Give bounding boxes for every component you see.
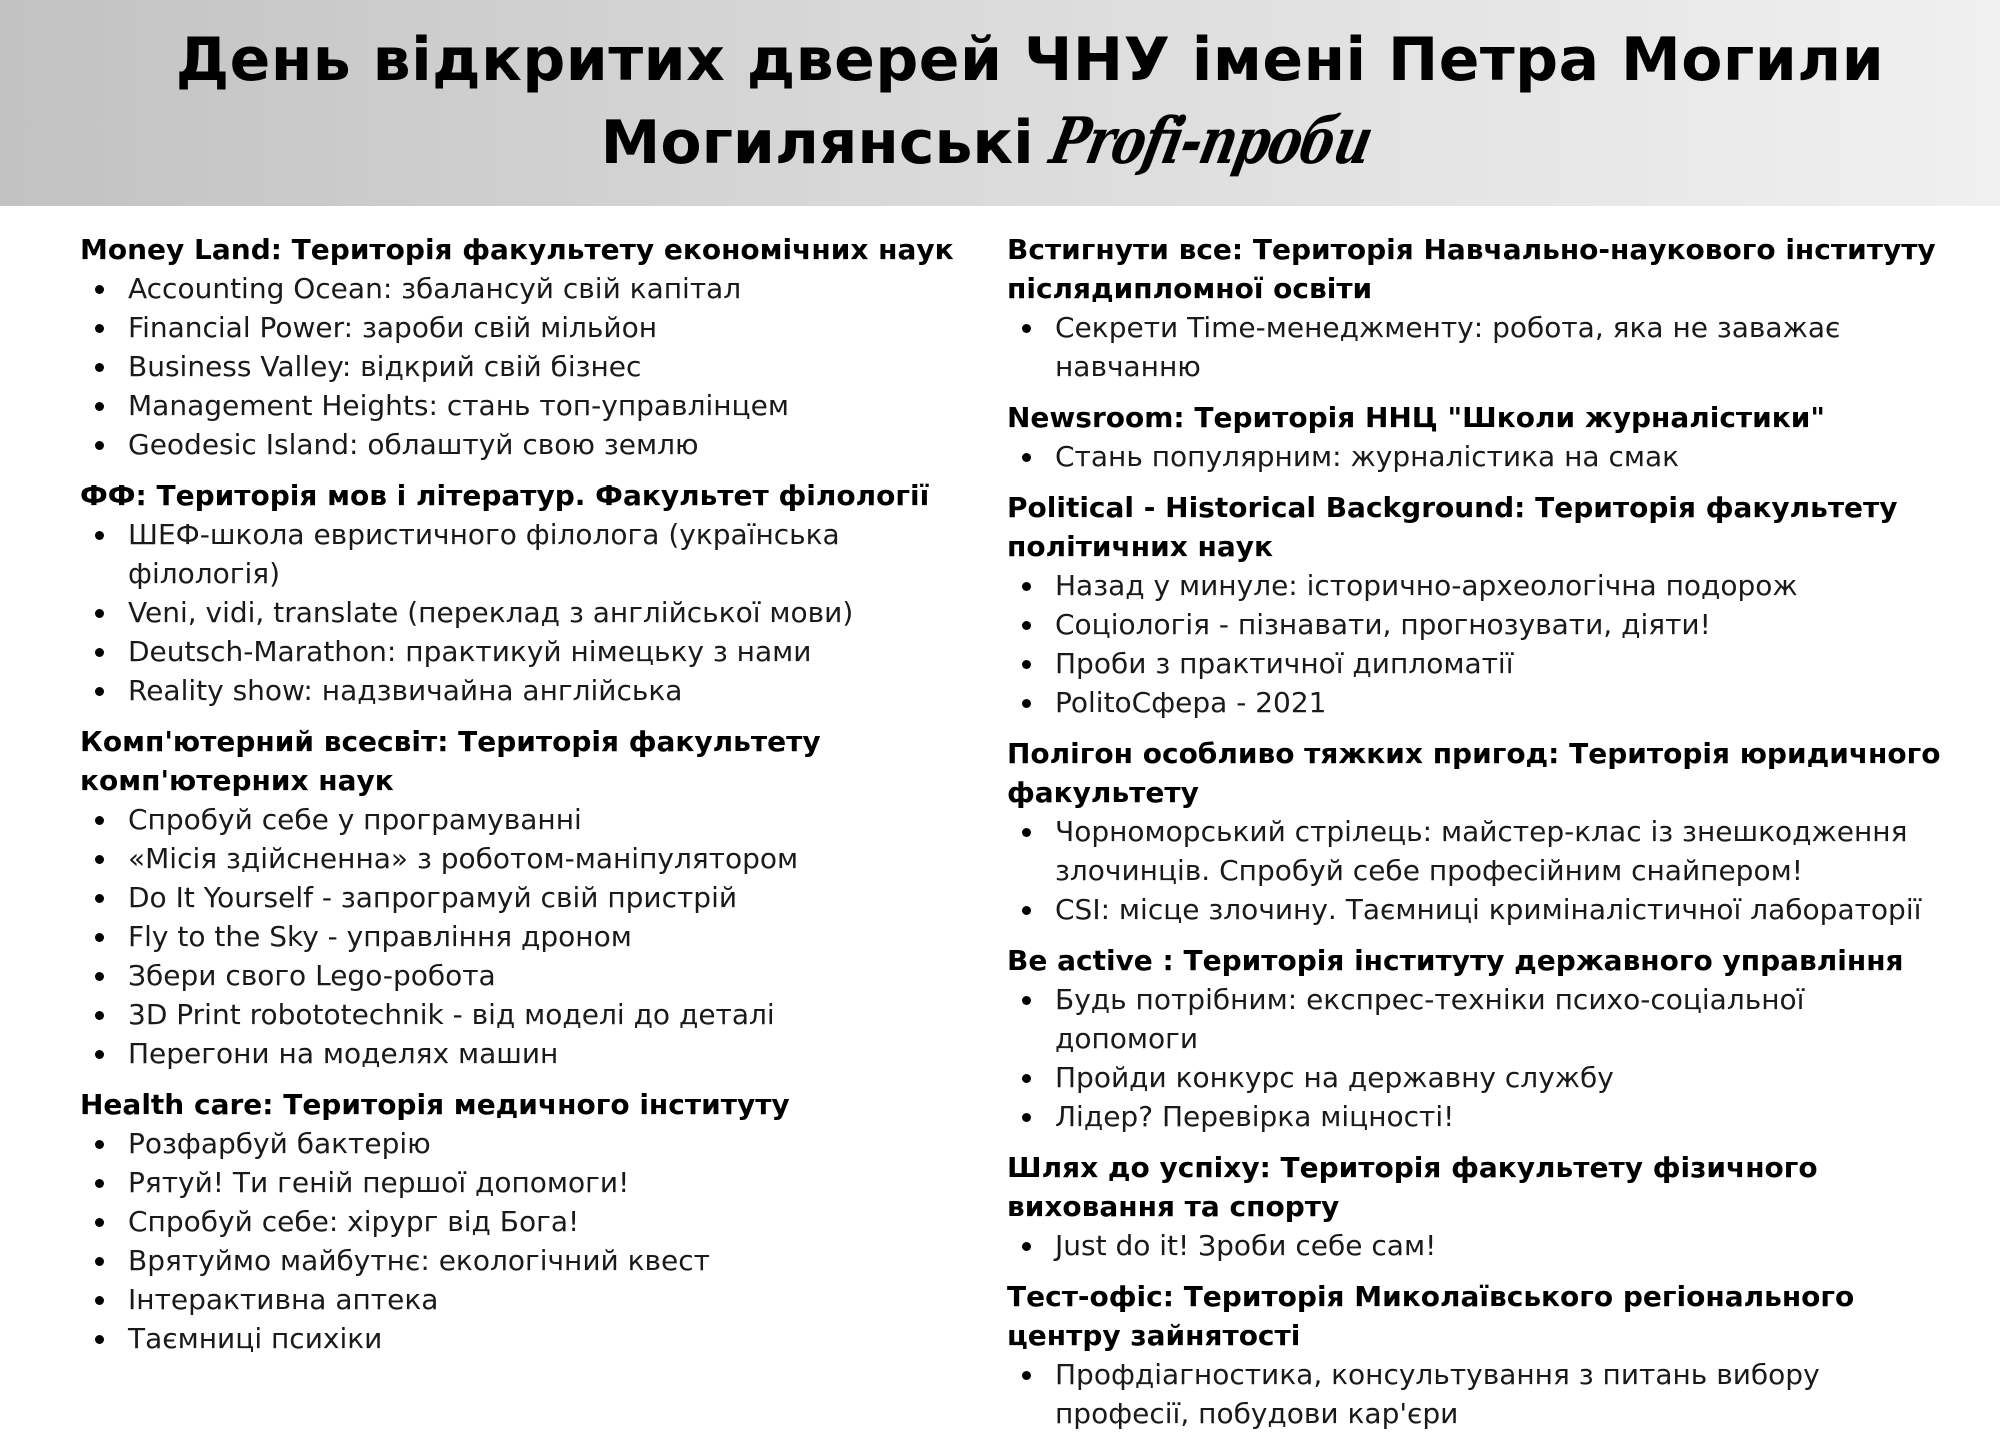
section-employment-center bbox=[1007, 1277, 1947, 1433]
list-item: Чорноморський стрілець: майстер-клас із знешкодження злочинців. Спробуй себе професійним снайпером! bbox=[1007, 812, 1947, 890]
item-list bbox=[1007, 980, 1947, 1136]
section-postgraduate bbox=[1007, 230, 1947, 386]
item-list bbox=[1007, 437, 1947, 476]
subtitle-script-logo: Profi-проби bbox=[1043, 104, 1378, 179]
subtitle-word: Могилянські bbox=[600, 108, 1034, 178]
section-journalism bbox=[1007, 398, 1947, 476]
section-title: ФФ: Територія мов і літератур. Факультет філології bbox=[80, 479, 930, 512]
right-column bbox=[1007, 230, 1947, 1445]
section-law bbox=[1007, 734, 1947, 929]
section-title: Be active : Територія інституту державного управління bbox=[1007, 944, 1904, 977]
page-subtitle bbox=[0, 104, 2000, 181]
list-item: Do It Yourself - запрограмуй свій пристрій bbox=[80, 878, 980, 917]
section-title: Тест-офіс: Територія Миколаївського регіонального центру зайнятості bbox=[1007, 1280, 1855, 1352]
list-item: Врятуймо майбутнє: екологічний квест bbox=[80, 1241, 980, 1280]
section-title: Money Land: Територія факультету економічних наук bbox=[80, 233, 954, 266]
section-title: Полігон особливо тяжких пригод: Територія юридичного факультету bbox=[1007, 737, 1941, 809]
list-item: Fly to the Sky - управління дроном bbox=[80, 917, 980, 956]
item-list bbox=[1007, 566, 1947, 722]
item-list bbox=[80, 1124, 980, 1358]
item-list bbox=[80, 269, 980, 464]
list-item: Пройди конкурс на державну службу bbox=[1007, 1058, 1947, 1097]
list-item: 3D Print robotot​echnik - від моделі до деталі bbox=[80, 995, 980, 1034]
list-item: ШЕФ-школа евристичного філолога (українська філологія) bbox=[80, 515, 980, 593]
page-title: День відкритих дверей ЧНУ імені Петра Могили bbox=[175, 25, 1885, 95]
section-medical bbox=[80, 1085, 980, 1358]
list-item: Veni, vidi, translate (переклад з англійської мови) bbox=[80, 593, 980, 632]
section-title: Комп'ютерний всесвіт: Територія факультету комп'ютерних наук bbox=[80, 725, 821, 797]
list-item: Спробуй себе: хірург від Бога! bbox=[80, 1202, 980, 1241]
left-column bbox=[80, 230, 980, 1370]
list-item: Профдіагностика, консультування з питань вибору професії, побудови кар'єри bbox=[1007, 1355, 1947, 1433]
section-title: Newsroom: Територія ННЦ "Школи журналістики" bbox=[1007, 401, 1825, 434]
item-list bbox=[1007, 308, 1947, 386]
section-political-science bbox=[1007, 488, 1947, 722]
list-item: PolitoСфера - 2021 bbox=[1007, 683, 1947, 722]
list-item: Management Heights: стань топ-управлінцем bbox=[80, 386, 980, 425]
list-item: Лідер? Перевірка міцності! bbox=[1007, 1097, 1947, 1136]
list-item: Соціологія - пізнавати, прогнозувати, діяти! bbox=[1007, 605, 1947, 644]
list-item: Спробуй себе у програмуванні bbox=[80, 800, 980, 839]
list-item: «Місія здійсненна» з роботом-маніпулятором bbox=[80, 839, 980, 878]
section-economics bbox=[80, 230, 980, 464]
item-list bbox=[1007, 1355, 1947, 1433]
section-title: Political - Historical Background: Територія факультету політичних наук bbox=[1007, 491, 1898, 563]
list-item: Стань популярним: журналістика на смак bbox=[1007, 437, 1947, 476]
list-item: Будь потрібним: експрес-техніки психо-соціальної допомоги bbox=[1007, 980, 1947, 1058]
list-item: Reality show: надзвичайна англійська bbox=[80, 671, 980, 710]
section-public-administration bbox=[1007, 941, 1947, 1136]
header-banner bbox=[0, 0, 2000, 206]
list-item: Рятуй! Ти геній першої допомоги! bbox=[80, 1163, 980, 1202]
section-sports bbox=[1007, 1148, 1947, 1265]
item-list bbox=[1007, 1226, 1947, 1265]
list-item: Перегони на моделях машин bbox=[80, 1034, 980, 1073]
section-philology bbox=[80, 476, 980, 710]
section-title: Встигнути все: Територія Навчально-наукового інституту післядипломної освіти bbox=[1007, 233, 1936, 305]
list-item: Розфарбуй бактерію bbox=[80, 1124, 980, 1163]
list-item: Назад у минуле: історично-археологічна подорож bbox=[1007, 566, 1947, 605]
list-item: Секрети Time-менеджменту: робота, яка не заважає навчанню bbox=[1007, 308, 1947, 386]
list-item: Geodesic Island: облаштуй свою землю bbox=[80, 425, 980, 464]
item-list bbox=[80, 515, 980, 710]
list-item: Business Valley: відкрий свій бізнес bbox=[80, 347, 980, 386]
section-title: Health care: Територія медичного інституту bbox=[80, 1088, 790, 1121]
list-item: Проби з практичної дипломатії bbox=[1007, 644, 1947, 683]
list-item: Accounting Ocean: збалансуй свій капітал bbox=[80, 269, 980, 308]
list-item: Таємниці психіки bbox=[80, 1319, 980, 1358]
section-computer-science bbox=[80, 722, 980, 1073]
list-item: Just do it! Зроби себе сам! bbox=[1007, 1226, 1947, 1265]
list-item: Financial Power: зароби свій мільйон bbox=[80, 308, 980, 347]
list-item: Інтерактивна аптека bbox=[80, 1280, 980, 1319]
item-list bbox=[80, 800, 980, 1073]
section-title: Шлях до успіху: Територія факультету фізичного виховання та спорту bbox=[1007, 1151, 1818, 1223]
item-list bbox=[1007, 812, 1947, 929]
list-item: Deutsch-Marathon: практикуй німецьку з нами bbox=[80, 632, 980, 671]
list-item: Збери свого Lego-робота bbox=[80, 956, 980, 995]
list-item: CSI: місце злочину. Таємниці криміналістичної лабораторії bbox=[1007, 890, 1947, 929]
